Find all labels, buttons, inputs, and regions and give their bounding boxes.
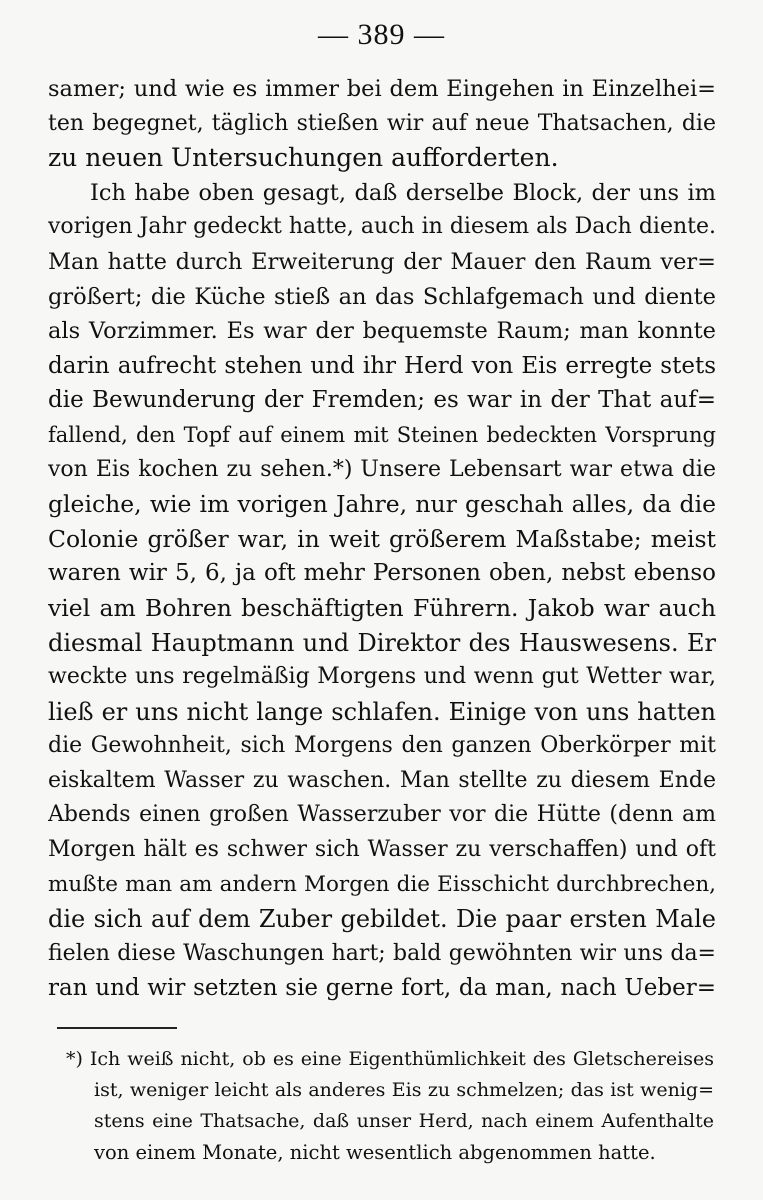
body-line: viel am Bohren beschäftigten Führern. Jakob war auch — [48, 593, 716, 622]
body-line: Colonie größer war, in weit größerem Maßstabe; meist — [48, 524, 716, 553]
body-line: fallend, den Topf auf einem mit Steinen bedeckten Vorsprung — [48, 422, 716, 447]
body-line: die Gewohnheit, sich Morgens den ganzen Oberkörper mit — [48, 733, 716, 759]
body-line: diesmal Hauptmann und Direktor des Hauswesens. Er — [48, 628, 716, 657]
footnote-line: von einem Monate, nicht wesentlich abgenommen hatte. — [94, 1141, 656, 1164]
body-line: Morgen hält es schwer sich Wasser zu verschaffen) und oft — [48, 837, 716, 863]
body-line: als Vorzimmer. Es war der bequemste Raum; man konnte — [48, 318, 716, 345]
footnote-line: ist, weniger leicht als anderes Eis zu schmelzen; das ist wenig= — [94, 1079, 714, 1101]
body-line: ten begegnet, täglich stießen wir auf neue Thatsachen, die — [48, 110, 716, 136]
body-line: waren wir 5, 6, ja oft mehr Personen oben, nebst ebenso — [48, 560, 716, 587]
body-line: Man hatte durch Erweiterung der Mauer den Raum ver= — [48, 248, 716, 275]
body-line: ran und wir setzten sie gerne fort, da man, nach Ueber= — [48, 975, 716, 1002]
footnote — [66, 1044, 714, 1168]
body-line: Abends einen großen Wasserzuber vor die Hütte (denn am — [48, 802, 716, 828]
body-line: zu neuen Untersuchungen aufforderten. — [48, 143, 559, 173]
body-line: von Eis kochen zu sehen.*) Unsere Lebensart war etwa die — [48, 456, 716, 482]
body-line: Ich habe oben gesagt, daß derselbe Block, der uns im — [90, 179, 716, 206]
body-line: eiskaltem Wasser zu waschen. Man stellte zu diesem Ende — [48, 767, 716, 793]
body-line: weckte uns regelmäßig Morgens und wenn gut Wetter war, — [48, 664, 716, 690]
body-line: gleiche, wie im vorigen Jahre, nur geschah alles, da die — [48, 490, 716, 519]
body-line: mußte man am andern Morgen die Eisschicht durchbrechen, — [48, 871, 716, 897]
body-line: fielen diese Waschungen hart; bald gewöhnten wir uns da= — [48, 940, 716, 966]
body-line: darin aufrecht stehen und ihr Herd von Eis erregte stets — [48, 352, 716, 379]
body-line: ließ er uns nicht lange schlafen. Einige von uns hatten — [48, 697, 716, 726]
body-line: die sich auf dem Zuber gebildet. Die paar ersten Male — [48, 905, 716, 934]
footnote-line: stens eine Thatsache, daß unser Herd, nach einem Aufenthalte — [94, 1110, 714, 1132]
body-text — [48, 72, 716, 1006]
body-line: samer; und wie es immer bei dem Eingehen in Einzelhei= — [48, 76, 716, 102]
body-line: die Bewunderung der Fremden; es war in der That auf= — [48, 387, 716, 414]
body-line: vorigen Jahr gedeckt hatte, auch in diesem als Dach diente. — [48, 214, 716, 240]
footnote-line: *) Ich weiß nicht, ob es eine Eigenthümlichkeit des Gletschereises — [66, 1048, 714, 1070]
footnote-rule — [57, 1027, 177, 1029]
body-line: größert; die Küche stieß an das Schlafgemach und diente — [48, 283, 716, 310]
page-number: — 389 — — [318, 18, 445, 51]
